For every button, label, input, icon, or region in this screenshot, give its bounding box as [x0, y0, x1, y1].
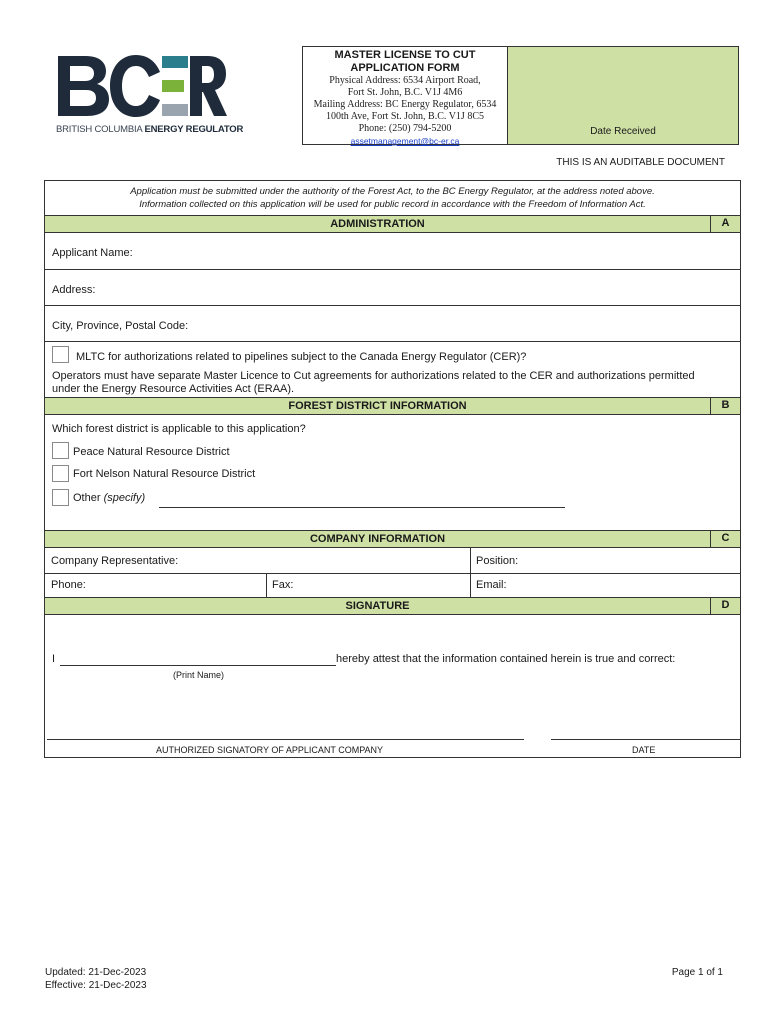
section-a-letter: A: [710, 215, 740, 233]
application-form: [44, 180, 741, 758]
fort-nelson-district-label: Fort Nelson Natural Resource District: [73, 468, 256, 480]
divider: [45, 305, 740, 306]
divider: [45, 573, 740, 574]
header-box: [302, 46, 739, 145]
authorized-signatory-label: AUTHORIZED SIGNATORY OF APPLICANT COMPANY: [156, 745, 384, 755]
email-field[interactable]: Email:: [476, 579, 507, 591]
position-field[interactable]: Position:: [476, 555, 519, 567]
divider: [45, 269, 740, 270]
section-c-letter: C: [710, 530, 740, 548]
print-name-input[interactable]: [60, 665, 336, 666]
physical-address-line2: Fort St. John, B.C. V1J 4M6: [347, 87, 463, 98]
company-representative-field[interactable]: Company Representative:: [51, 555, 179, 567]
section-b-title: FOREST DISTRICT INFORMATION: [288, 400, 467, 412]
forest-district-question: Which forest district is applicable to this application?: [52, 423, 306, 435]
attest-statement: hereby attest that the information contained herein is true and correct:: [336, 653, 676, 665]
fort-nelson-district-checkbox[interactable]: [52, 465, 69, 482]
section-b-header: [45, 397, 740, 415]
mailing-address-line1: Mailing Address: BC Energy Regulator, 6534: [313, 99, 497, 110]
date-received-label: Date Received: [590, 126, 656, 137]
divider: [45, 341, 740, 342]
section-a-header: [45, 215, 740, 233]
footer-dates: [45, 966, 147, 992]
peace-district-checkbox[interactable]: [52, 442, 69, 459]
date-received-box[interactable]: [508, 47, 738, 144]
submission-notice: [45, 185, 740, 211]
signatory-signature-line[interactable]: [47, 739, 524, 740]
note-line2: under the Energy Resource Activities Act (ERAA).: [52, 383, 295, 395]
separate-licence-note: [52, 370, 695, 396]
mltc-cer-label: MLTC for authorizations related to pipelines subject to the Canada Energy Regulator (CER)?: [76, 351, 527, 363]
date-label: DATE: [632, 745, 656, 755]
date-signature-line[interactable]: [551, 739, 740, 740]
section-c-title: COMPANY INFORMATION: [309, 533, 446, 545]
section-d-title: SIGNATURE: [345, 600, 410, 612]
fax-field[interactable]: Fax:: [272, 579, 294, 591]
bcer-logo-mark: [56, 54, 228, 118]
section-d-header: [45, 597, 740, 615]
notice-line1: Application must be submitted under the authority of the Forest Act, to the BC Energy Regulator, at the address noted above.: [130, 186, 655, 197]
page-number: Page 1 of 1: [671, 967, 723, 978]
address-field[interactable]: Address:: [52, 284, 96, 296]
physical-address-line1: Physical Address: 6534 Airport Road,: [329, 75, 481, 86]
section-d-letter: D: [710, 597, 740, 615]
section-b-letter: B: [710, 397, 740, 415]
other-district-checkbox[interactable]: [52, 489, 69, 506]
divider: [266, 573, 267, 598]
auditable-notice: THIS IS AN AUDITABLE DOCUMENT: [556, 157, 725, 168]
print-name-label: (Print Name): [173, 670, 225, 680]
notice-line2: Information collected on this application will be used for public record in accordance with the Freedom of Information Act.: [139, 199, 646, 210]
mailing-address-line2: 100th Ave, Fort St. John, B.C. V1J 8C5: [326, 111, 484, 122]
effective-date: Effective: 21-Dec-2023: [45, 980, 147, 991]
mltc-cer-checkbox[interactable]: [52, 346, 69, 363]
attest-prefix: I: [52, 653, 56, 665]
other-specify-input[interactable]: [159, 507, 565, 508]
bcer-logo: [56, 54, 244, 138]
form-title-line2: APPLICATION FORM: [350, 62, 460, 74]
other-district-label: Other (specify): [73, 492, 146, 504]
form-title-line1: MASTER LICENSE TO CUT: [334, 49, 476, 61]
note-line1: Operators must have separate Master Licence to Cut agreements for authorizations related to the CER and authorizations permitted: [52, 370, 695, 382]
applicant-name-field[interactable]: Applicant Name:: [52, 247, 133, 259]
updated-date: Updated: 21-Dec-2023: [45, 967, 147, 978]
phone-field[interactable]: Phone:: [51, 579, 86, 591]
header-info: [303, 47, 508, 144]
section-c-header: [45, 530, 740, 548]
email-link[interactable]: assetmanagement@bc-er.ca: [350, 136, 460, 146]
section-a-title: ADMINISTRATION: [330, 218, 425, 230]
peace-district-label: Peace Natural Resource District: [73, 446, 230, 458]
logo-subtitle: BRITISH COLUMBIA ENERGY REGULATOR: [56, 124, 244, 135]
phone-line: Phone: (250) 794-5200: [358, 123, 452, 134]
city-province-postal-field[interactable]: City, Province, Postal Code:: [52, 320, 189, 332]
